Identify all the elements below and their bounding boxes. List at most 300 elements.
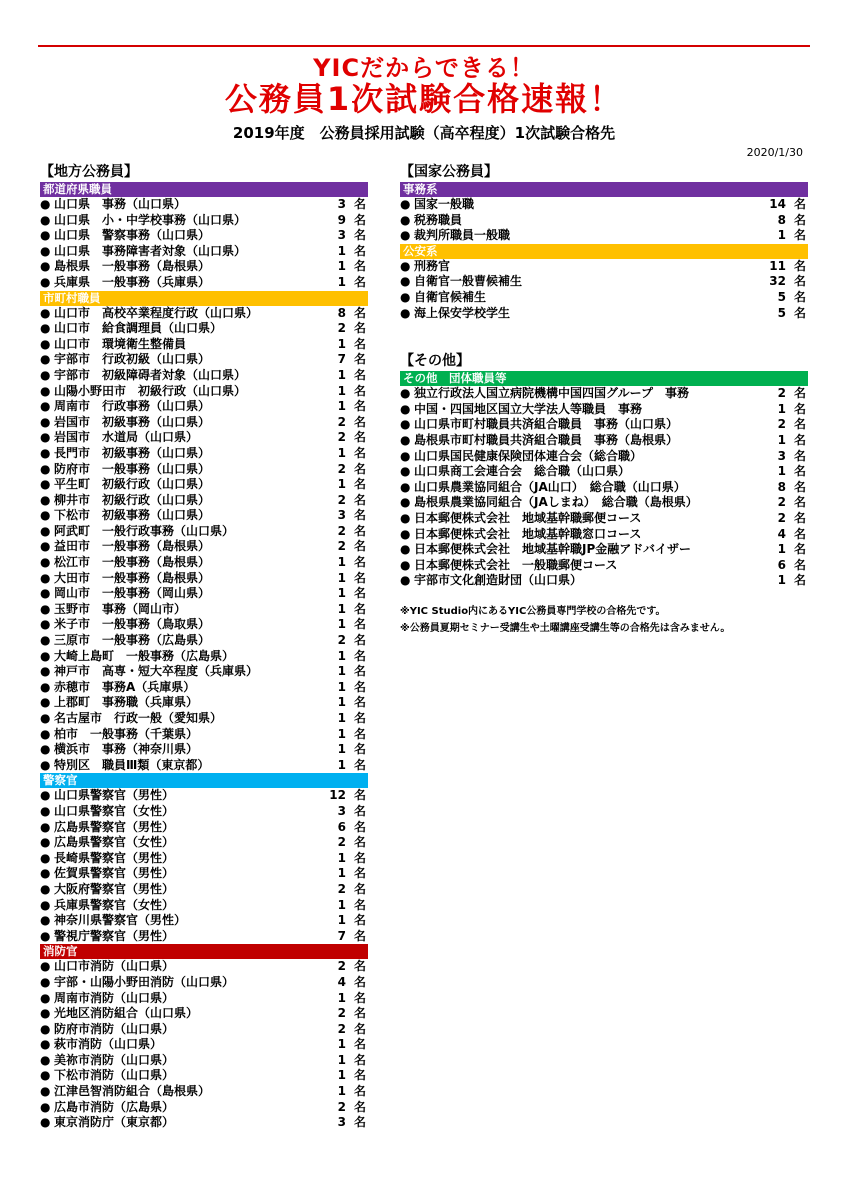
bullet-icon: ● xyxy=(40,974,51,989)
count-unit: 名 xyxy=(353,913,366,928)
bullet-icon: ● xyxy=(40,305,51,320)
result-name: 宇部市 行政初級（山口県） xyxy=(54,352,211,367)
bullet-icon: ● xyxy=(40,742,51,757)
bullet-icon: ● xyxy=(40,679,51,694)
bullet-icon: ● xyxy=(40,819,51,834)
result-name: 山口県市町村職員共済組合職員 事務（山口県） xyxy=(414,417,679,432)
count-unit: 名 xyxy=(353,835,366,850)
bullet-icon: ● xyxy=(40,788,51,803)
result-name: 神戸市 高専・短大卒程度（兵庫県） xyxy=(54,664,259,679)
result-count: 1 xyxy=(337,679,346,694)
result-name: 宇部市 初級障碍者対象（山口県） xyxy=(54,367,247,382)
result-count: 1 xyxy=(337,990,346,1005)
result-row xyxy=(400,558,808,574)
result-count: 3 xyxy=(337,197,346,211)
result-count: 1 xyxy=(337,1052,346,1067)
result-count: 8 xyxy=(777,479,786,494)
result-count: 1 xyxy=(777,573,786,588)
result-name: 東京消防庁（東京都） xyxy=(54,1115,175,1130)
result-count: 2 xyxy=(777,495,786,510)
result-row xyxy=(40,399,368,415)
bullet-icon: ● xyxy=(400,197,411,211)
count-unit: 名 xyxy=(353,477,366,492)
count-unit: 名 xyxy=(793,495,806,510)
result-name: 下松市 初級事務（山口県） xyxy=(54,508,211,523)
result-row xyxy=(40,197,368,213)
bullet-icon: ● xyxy=(40,1115,51,1130)
result-count: 2 xyxy=(337,959,346,974)
count-unit: 名 xyxy=(353,866,366,881)
category-bar: 消防官 xyxy=(40,944,368,959)
result-count: 1 xyxy=(337,897,346,912)
count-unit: 名 xyxy=(793,212,806,227)
result-name: 三原市 一般事務（広島県） xyxy=(54,633,211,648)
result-count: 2 xyxy=(337,321,346,336)
count-unit: 名 xyxy=(353,897,366,912)
count-unit: 名 xyxy=(353,555,366,570)
count-unit: 名 xyxy=(793,289,806,304)
result-name: 江津邑智消防組合（島根県） xyxy=(54,1084,211,1099)
count-unit: 名 xyxy=(353,336,366,351)
bullet-icon: ● xyxy=(40,835,51,850)
result-row xyxy=(40,617,368,633)
result-row xyxy=(40,430,368,446)
count-unit: 名 xyxy=(793,228,806,243)
result-row xyxy=(40,742,368,758)
result-row xyxy=(40,727,368,743)
result-row xyxy=(40,664,368,680)
result-row xyxy=(400,402,808,418)
result-count: 3 xyxy=(337,803,346,818)
result-name: 大崎上島町 一般事務（広島県） xyxy=(54,648,235,663)
result-count: 6 xyxy=(777,557,786,572)
result-row xyxy=(40,446,368,462)
result-name: 日本郵便株式会社 地域基幹職JP金融アドバイザー xyxy=(414,542,692,557)
result-count: 2 xyxy=(337,523,346,538)
publish-date: 2020/1/30 xyxy=(746,146,803,159)
bullet-icon: ● xyxy=(40,477,51,492)
bullet-icon: ● xyxy=(40,445,51,460)
result-count: 1 xyxy=(337,711,346,725)
result-name: 阿武町 一般行政事務（山口県） xyxy=(54,523,235,538)
count-unit: 名 xyxy=(793,386,806,401)
count-unit: 名 xyxy=(353,819,366,834)
result-count: 1 xyxy=(337,850,346,865)
count-unit: 名 xyxy=(353,1006,366,1021)
result-row xyxy=(40,275,368,291)
count-unit: 名 xyxy=(793,557,806,572)
bullet-icon: ● xyxy=(400,212,411,227)
bullet-icon: ● xyxy=(400,479,411,494)
result-row xyxy=(400,228,808,244)
count-unit: 名 xyxy=(793,510,806,525)
bullet-icon: ● xyxy=(400,401,411,416)
bullet-icon: ● xyxy=(40,523,51,538)
bullet-icon: ● xyxy=(40,1006,51,1021)
bullet-icon: ● xyxy=(40,959,51,974)
result-name: 萩市消防（山口県） xyxy=(54,1037,163,1052)
result-name: 防府市消防（山口県） xyxy=(54,1021,175,1036)
bullet-icon: ● xyxy=(40,259,51,274)
count-unit: 名 xyxy=(793,479,806,494)
count-unit: 名 xyxy=(353,648,366,663)
result-name: 米子市 一般事務（鳥取県） xyxy=(54,617,211,632)
result-row xyxy=(40,1022,368,1038)
count-unit: 名 xyxy=(353,1084,366,1099)
result-name: 山口県 事務（山口県） xyxy=(54,197,187,211)
result-row xyxy=(400,417,808,433)
result-count: 7 xyxy=(337,352,346,367)
result-count: 9 xyxy=(337,212,346,227)
bullet-icon: ● xyxy=(400,289,411,304)
result-name: 美祢市消防（山口県） xyxy=(54,1052,175,1067)
result-name: 兵庫県 一般事務（兵庫県） xyxy=(54,274,211,289)
result-name: 山口市 給食調理員（山口県） xyxy=(54,321,223,336)
result-count: 2 xyxy=(337,1099,346,1114)
result-row xyxy=(40,213,368,229)
result-name: 山口県 事務障害者対象（山口県） xyxy=(54,243,247,258)
count-unit: 名 xyxy=(353,430,366,445)
bullet-icon: ● xyxy=(400,258,411,273)
result-name: 刑務官 xyxy=(414,258,451,273)
bullet-icon: ● xyxy=(40,1068,51,1083)
bullet-icon: ● xyxy=(400,417,411,432)
result-count: 2 xyxy=(337,1021,346,1036)
result-row xyxy=(400,527,808,543)
result-row xyxy=(40,1100,368,1116)
column-spacer xyxy=(400,321,808,351)
result-count: 14 xyxy=(769,197,786,211)
result-name: 宇部市文化創造財団（山口県） xyxy=(414,573,583,588)
bullet-icon: ● xyxy=(40,990,51,1005)
count-unit: 名 xyxy=(353,492,366,507)
header-rule xyxy=(38,45,810,47)
result-count: 1 xyxy=(337,259,346,274)
bullet-icon: ● xyxy=(40,570,51,585)
result-row xyxy=(40,788,368,804)
result-row xyxy=(40,695,368,711)
count-unit: 名 xyxy=(353,928,366,943)
count-unit: 名 xyxy=(353,1037,366,1052)
bullet-icon: ● xyxy=(400,432,411,447)
footnotes xyxy=(400,603,808,637)
result-row xyxy=(400,213,808,229)
result-count: 2 xyxy=(337,414,346,429)
bullet-icon: ● xyxy=(400,542,411,557)
count-unit: 名 xyxy=(353,990,366,1005)
count-unit: 名 xyxy=(353,1115,366,1130)
count-unit: 名 xyxy=(353,803,366,818)
result-row xyxy=(400,274,808,290)
result-count: 1 xyxy=(337,586,346,601)
result-name: 佐賀県警察官（男性） xyxy=(54,866,175,881)
count-unit: 名 xyxy=(353,695,366,710)
result-name: 柏市 一般事務（千葉県） xyxy=(54,726,199,741)
result-name: 下松市消防（山口県） xyxy=(54,1068,175,1083)
count-unit: 名 xyxy=(353,321,366,336)
result-name: 島根県市町村職員共済組合職員 事務（島根県） xyxy=(414,432,679,447)
result-name: 兵庫県警察官（女性） xyxy=(54,897,175,912)
bullet-icon: ● xyxy=(400,386,411,401)
result-name: 山口県警察官（男性） xyxy=(54,788,175,803)
result-count: 1 xyxy=(337,648,346,663)
count-unit: 名 xyxy=(353,633,366,648)
result-row xyxy=(40,524,368,540)
result-count: 3 xyxy=(777,448,786,463)
result-row xyxy=(400,480,808,496)
count-unit: 名 xyxy=(353,711,366,725)
count-unit: 名 xyxy=(353,617,366,632)
result-count: 1 xyxy=(337,913,346,928)
bullet-icon: ● xyxy=(40,601,51,616)
bullet-icon: ● xyxy=(40,928,51,943)
result-name: 大田市 一般事務（島根県） xyxy=(54,570,211,585)
result-count: 2 xyxy=(337,633,346,648)
count-unit: 名 xyxy=(793,432,806,447)
result-count: 12 xyxy=(329,788,346,803)
result-count: 1 xyxy=(337,601,346,616)
result-row xyxy=(400,433,808,449)
bullet-icon: ● xyxy=(40,243,51,258)
result-name: 山口市 環境衛生整備員 xyxy=(54,336,187,351)
count-unit: 名 xyxy=(793,526,806,541)
result-row xyxy=(400,495,808,511)
bullet-icon: ● xyxy=(40,1084,51,1099)
bullet-icon: ● xyxy=(400,495,411,510)
result-row xyxy=(400,511,808,527)
category-bar: 事務系 xyxy=(400,182,808,197)
result-row xyxy=(400,259,808,275)
result-count: 1 xyxy=(337,570,346,585)
result-count: 1 xyxy=(337,617,346,632)
result-name: 広島県警察官（男性） xyxy=(54,819,175,834)
result-row xyxy=(40,571,368,587)
bullet-icon: ● xyxy=(40,617,51,632)
count-unit: 名 xyxy=(353,523,366,538)
count-unit: 名 xyxy=(793,258,806,273)
result-name: 自衛官一般曹候補生 xyxy=(414,274,523,289)
result-count: 1 xyxy=(337,742,346,757)
count-unit: 名 xyxy=(353,212,366,227)
result-count: 1 xyxy=(337,243,346,258)
count-unit: 名 xyxy=(353,664,366,679)
result-name: 山口市 高校卒業程度行政（山口県） xyxy=(54,305,259,320)
result-name: 益田市 一般事務（島根県） xyxy=(54,539,211,554)
bullet-icon: ● xyxy=(40,492,51,507)
result-name: 宇部・山陽小野田消防（山口県） xyxy=(54,974,235,989)
result-count: 2 xyxy=(777,417,786,432)
result-row xyxy=(40,898,368,914)
result-name: 日本郵便株式会社 一般職郵便コース xyxy=(414,557,618,572)
count-unit: 名 xyxy=(353,461,366,476)
result-row xyxy=(40,758,368,774)
count-unit: 名 xyxy=(353,757,366,772)
count-unit: 名 xyxy=(353,259,366,274)
count-unit: 名 xyxy=(353,1052,366,1067)
result-row xyxy=(400,464,808,480)
bullet-icon: ● xyxy=(40,399,51,414)
category-bar: その他 団体職員等 xyxy=(400,371,808,386)
count-unit: 名 xyxy=(353,726,366,741)
result-row xyxy=(40,508,368,524)
bullet-icon: ● xyxy=(400,274,411,289)
result-count: 5 xyxy=(777,305,786,320)
result-name: 平生町 初級行政（山口県） xyxy=(54,477,211,492)
result-name: 松江市 一般事務（島根県） xyxy=(54,555,211,570)
result-name: 光地区消防組合（山口県） xyxy=(54,1006,199,1021)
count-unit: 名 xyxy=(793,274,806,289)
bullet-icon: ● xyxy=(40,1052,51,1067)
result-row xyxy=(40,228,368,244)
bullet-icon: ● xyxy=(40,352,51,367)
result-name: 島根県 一般事務（島根県） xyxy=(54,259,211,274)
count-unit: 名 xyxy=(793,401,806,416)
result-row xyxy=(40,959,368,975)
category-bar: 都道府県職員 xyxy=(40,182,368,197)
result-row xyxy=(40,352,368,368)
count-unit: 名 xyxy=(353,601,366,616)
result-count: 1 xyxy=(337,866,346,881)
group-title-national: 【国家公務員】 xyxy=(400,164,498,180)
result-count: 3 xyxy=(337,1115,346,1130)
result-count: 1 xyxy=(777,464,786,479)
result-name: 岩国市 初級事務（山口県） xyxy=(54,414,211,429)
result-count: 1 xyxy=(337,477,346,492)
result-row xyxy=(40,1053,368,1069)
result-name: 上郡町 事務職（兵庫県） xyxy=(54,695,199,710)
count-unit: 名 xyxy=(793,464,806,479)
bullet-icon: ● xyxy=(40,228,51,243)
result-count: 1 xyxy=(337,336,346,351)
bullet-icon: ● xyxy=(40,539,51,554)
bullet-icon: ● xyxy=(40,648,51,663)
result-count: 2 xyxy=(337,430,346,445)
result-count: 1 xyxy=(777,401,786,416)
result-name: 柳井市 初級行政（山口県） xyxy=(54,492,211,507)
result-row xyxy=(400,290,808,306)
result-name: 神奈川県警察官（男性） xyxy=(54,913,187,928)
result-row xyxy=(40,804,368,820)
count-unit: 名 xyxy=(793,417,806,432)
bullet-icon: ● xyxy=(40,321,51,336)
result-name: 岡山市 一般事務（岡山県） xyxy=(54,586,211,601)
bullet-icon: ● xyxy=(40,695,51,710)
result-count: 1 xyxy=(337,1037,346,1052)
bullet-icon: ● xyxy=(40,897,51,912)
count-unit: 名 xyxy=(353,367,366,382)
group-title-local: 【地方公務員】 xyxy=(40,164,138,180)
bullet-icon: ● xyxy=(40,461,51,476)
bullet-icon: ● xyxy=(40,383,51,398)
result-count: 3 xyxy=(337,508,346,523)
result-count: 2 xyxy=(337,1006,346,1021)
count-unit: 名 xyxy=(353,243,366,258)
result-name: 海上保安学校学生 xyxy=(414,305,511,320)
count-unit: 名 xyxy=(353,197,366,211)
result-row xyxy=(40,321,368,337)
result-row xyxy=(40,493,368,509)
count-unit: 名 xyxy=(353,679,366,694)
count-unit: 名 xyxy=(353,586,366,601)
result-name: 日本郵便株式会社 地域基幹職郵便コース xyxy=(414,510,642,525)
result-row xyxy=(40,1037,368,1053)
bullet-icon: ● xyxy=(400,448,411,463)
result-count: 1 xyxy=(337,399,346,414)
other-sections xyxy=(400,371,808,589)
result-row xyxy=(40,306,368,322)
group-title-other: 【その他】 xyxy=(400,353,470,370)
result-name: 山口県国民健康保険団体連合会（総合職） xyxy=(414,448,643,463)
result-row xyxy=(40,462,368,478)
result-count: 4 xyxy=(337,974,346,989)
result-count: 1 xyxy=(337,1068,346,1083)
count-unit: 名 xyxy=(353,1068,366,1083)
count-unit: 名 xyxy=(353,539,366,554)
result-row xyxy=(40,913,368,929)
bullet-icon: ● xyxy=(400,573,411,588)
result-name: 裁判所職員一般職 xyxy=(414,228,511,243)
result-row xyxy=(40,415,368,431)
result-row xyxy=(40,929,368,945)
bullet-icon: ● xyxy=(40,197,51,211)
local-sections xyxy=(40,182,368,1131)
headline-tagline: YICだからできる！ xyxy=(313,54,535,82)
result-row xyxy=(40,368,368,384)
bullet-icon: ● xyxy=(40,274,51,289)
count-unit: 名 xyxy=(793,197,806,211)
result-count: 2 xyxy=(337,539,346,554)
national-sections xyxy=(400,182,808,321)
bullet-icon: ● xyxy=(40,586,51,601)
result-row xyxy=(40,1084,368,1100)
count-unit: 名 xyxy=(353,414,366,429)
national-government-column xyxy=(400,162,808,637)
footnote: ※YIC Studio内にあるYIC公務員専門学校の合格先です。 xyxy=(400,605,666,617)
result-count: 1 xyxy=(777,542,786,557)
category-bar: 公安系 xyxy=(400,244,808,259)
result-row xyxy=(40,384,368,400)
count-unit: 名 xyxy=(353,974,366,989)
result-name: 警視庁警察官（男性） xyxy=(54,928,175,943)
result-name: 自衛官候補生 xyxy=(414,289,487,304)
result-row xyxy=(40,602,368,618)
result-row xyxy=(40,539,368,555)
count-unit: 名 xyxy=(353,399,366,414)
result-row xyxy=(40,649,368,665)
result-row xyxy=(40,680,368,696)
result-name: 税務職員 xyxy=(414,212,463,227)
count-unit: 名 xyxy=(353,305,366,320)
result-name: 国家一般職 xyxy=(414,197,475,211)
result-name: 横浜市 事務（神奈川県） xyxy=(54,742,199,757)
result-row xyxy=(40,633,368,649)
bullet-icon: ● xyxy=(40,866,51,881)
result-name: 山口市消防（山口県） xyxy=(54,959,175,974)
result-count: 1 xyxy=(777,432,786,447)
bullet-icon: ● xyxy=(40,803,51,818)
bullet-icon: ● xyxy=(40,1099,51,1114)
result-row xyxy=(40,991,368,1007)
result-count: 2 xyxy=(337,835,346,850)
result-count: 1 xyxy=(337,695,346,710)
result-count: 1 xyxy=(337,555,346,570)
count-unit: 名 xyxy=(353,1021,366,1036)
bullet-icon: ● xyxy=(40,633,51,648)
result-name: 広島県警察官（女性） xyxy=(54,835,175,850)
count-unit: 名 xyxy=(353,352,366,367)
result-count: 7 xyxy=(337,928,346,943)
count-unit: 名 xyxy=(353,850,366,865)
